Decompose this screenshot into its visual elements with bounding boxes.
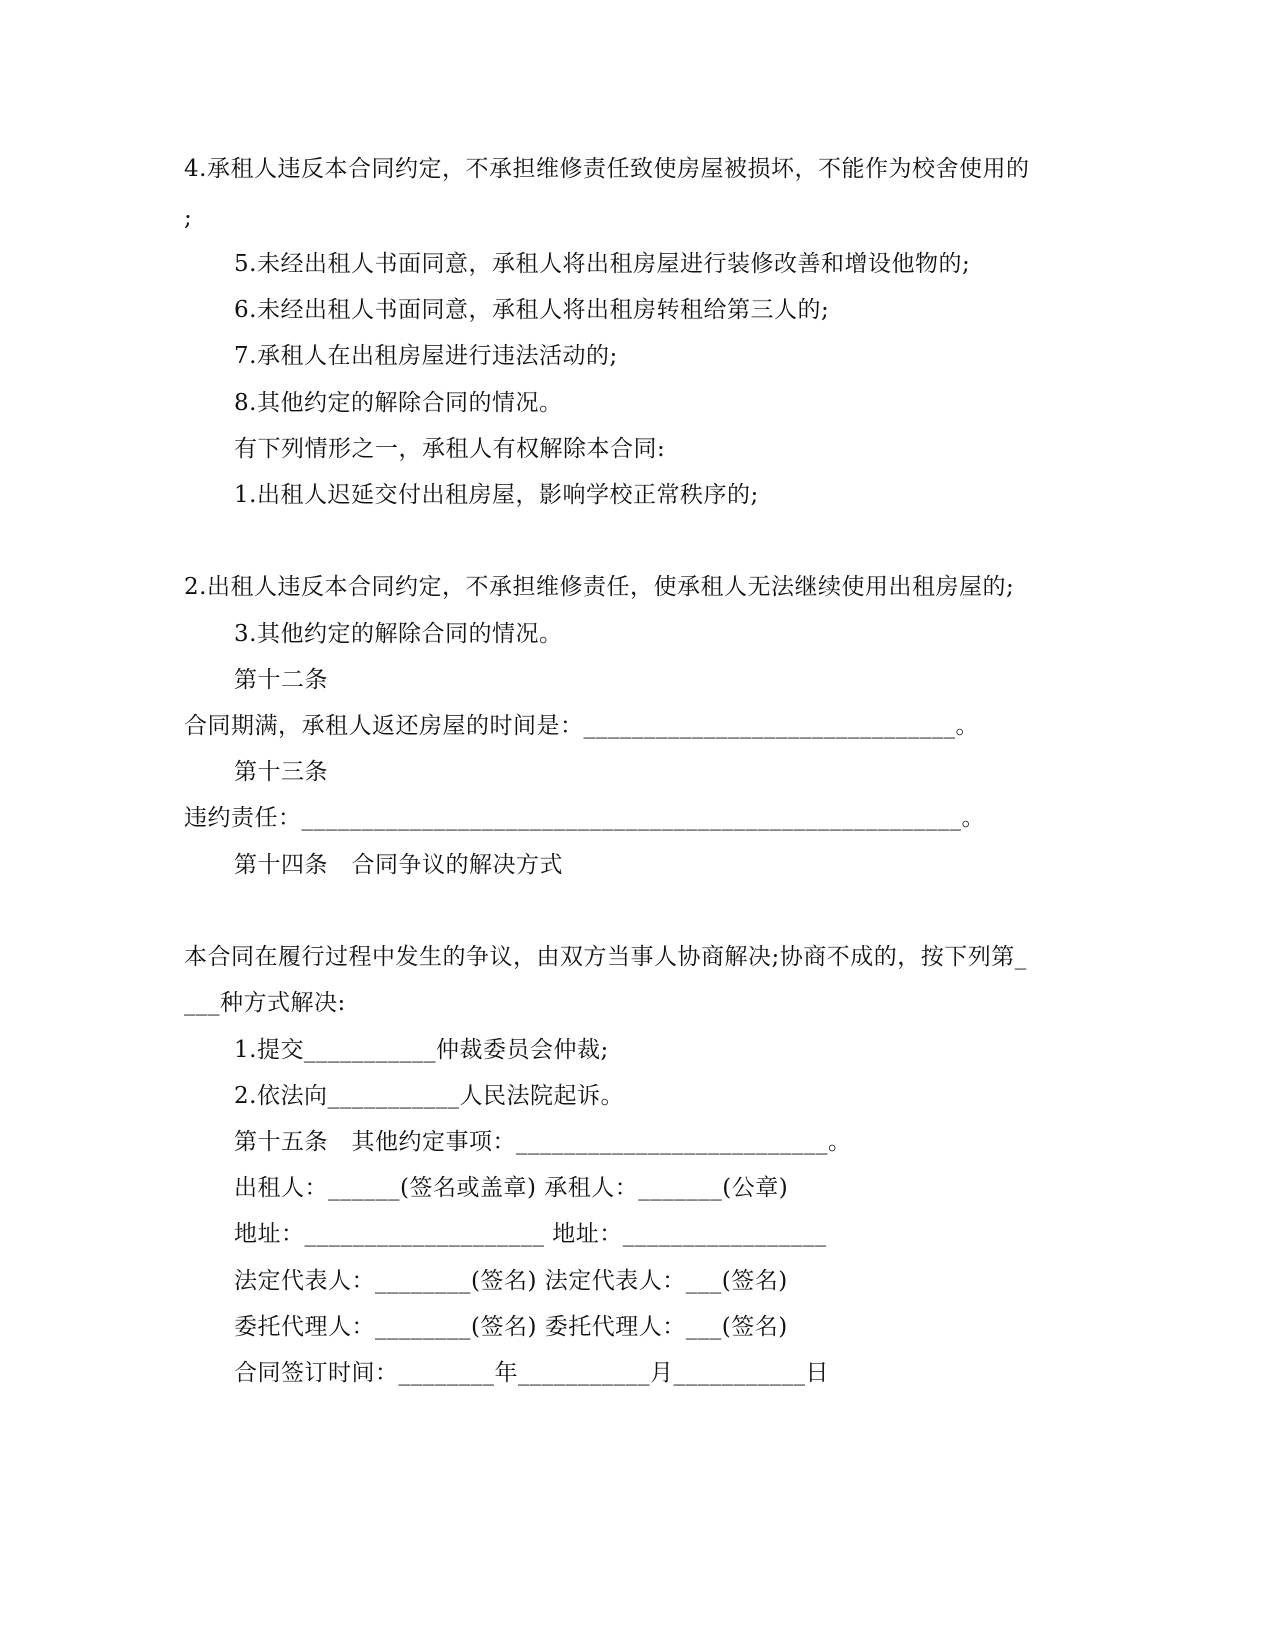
article-15-heading: 第十五条 其他约定事项：__________________________。 [234,1129,852,1155]
signature-address: 地址：____________________ 地址：_________________ [234,1221,827,1247]
text-line-lessee-rights: 有下列情形之一，承租人有权解除本合同: [234,436,666,462]
text-line-1-delay: 1.出租人迟延交付出租房屋，影响学校正常秩序的; [234,482,759,508]
signature-parties: 出租人：______(签名或盖章) 承租人：_______(公章) [234,1175,789,1201]
text-line-2-maintenance: 2.出租人违反本合同约定，不承担维修责任，使承租人无法继续使用出租房屋的; [184,574,1015,600]
text-line-dispute-cont: ___种方式解决: [184,990,346,1016]
text-line-7-illegal: 7.承租人在出租房屋进行违法活动的; [234,343,618,369]
text-line-court: 2.依法向___________人民法院起诉。 [234,1083,624,1109]
text-line-6-sublease: 6.未经出租人书面同意，承租人将出租房转租给第三人的; [234,297,830,323]
text-line-semicolon: ; [184,205,193,231]
text-line-8-other: 8.其他约定的解除合同的情况。 [234,390,563,416]
text-line-return-time: 合同期满，承租人返还房屋的时间是：_______________________________。 [184,713,979,739]
text-line-arbitration: 1.提交___________仲裁委员会仲裁; [234,1037,609,1063]
signature-date: 合同签订时间：________年___________月___________日 [234,1360,829,1386]
text-line-5-renovation: 5.未经出租人书面同意，承租人将出租房屋进行装修改善和增设他物的; [234,251,971,277]
signature-agent: 委托代理人：________(签名) 委托代理人：___(签名) [234,1314,788,1340]
text-line-3-other: 3.其他约定的解除合同的情况。 [234,621,563,647]
article-14-heading: 第十四条 合同争议的解决方式 [234,852,563,878]
text-line-4-termination: 4.承租人违反本合同约定，不承担维修责任致使房屋被损坏，不能作为校舍使用的 [184,156,1030,182]
signature-legal-rep: 法定代表人：________(签名) 法定代表人：___(签名) [234,1268,788,1294]
article-12-heading: 第十二条 [234,667,328,693]
article-13-heading: 第十三条 [234,759,328,785]
text-line-dispute: 本合同在履行过程中发生的争议，由双方当事人协商解决;协商不成的，按下列第_ [184,944,1027,970]
text-line-liability: 违约责任：_______________________________________________________。 [184,805,985,831]
